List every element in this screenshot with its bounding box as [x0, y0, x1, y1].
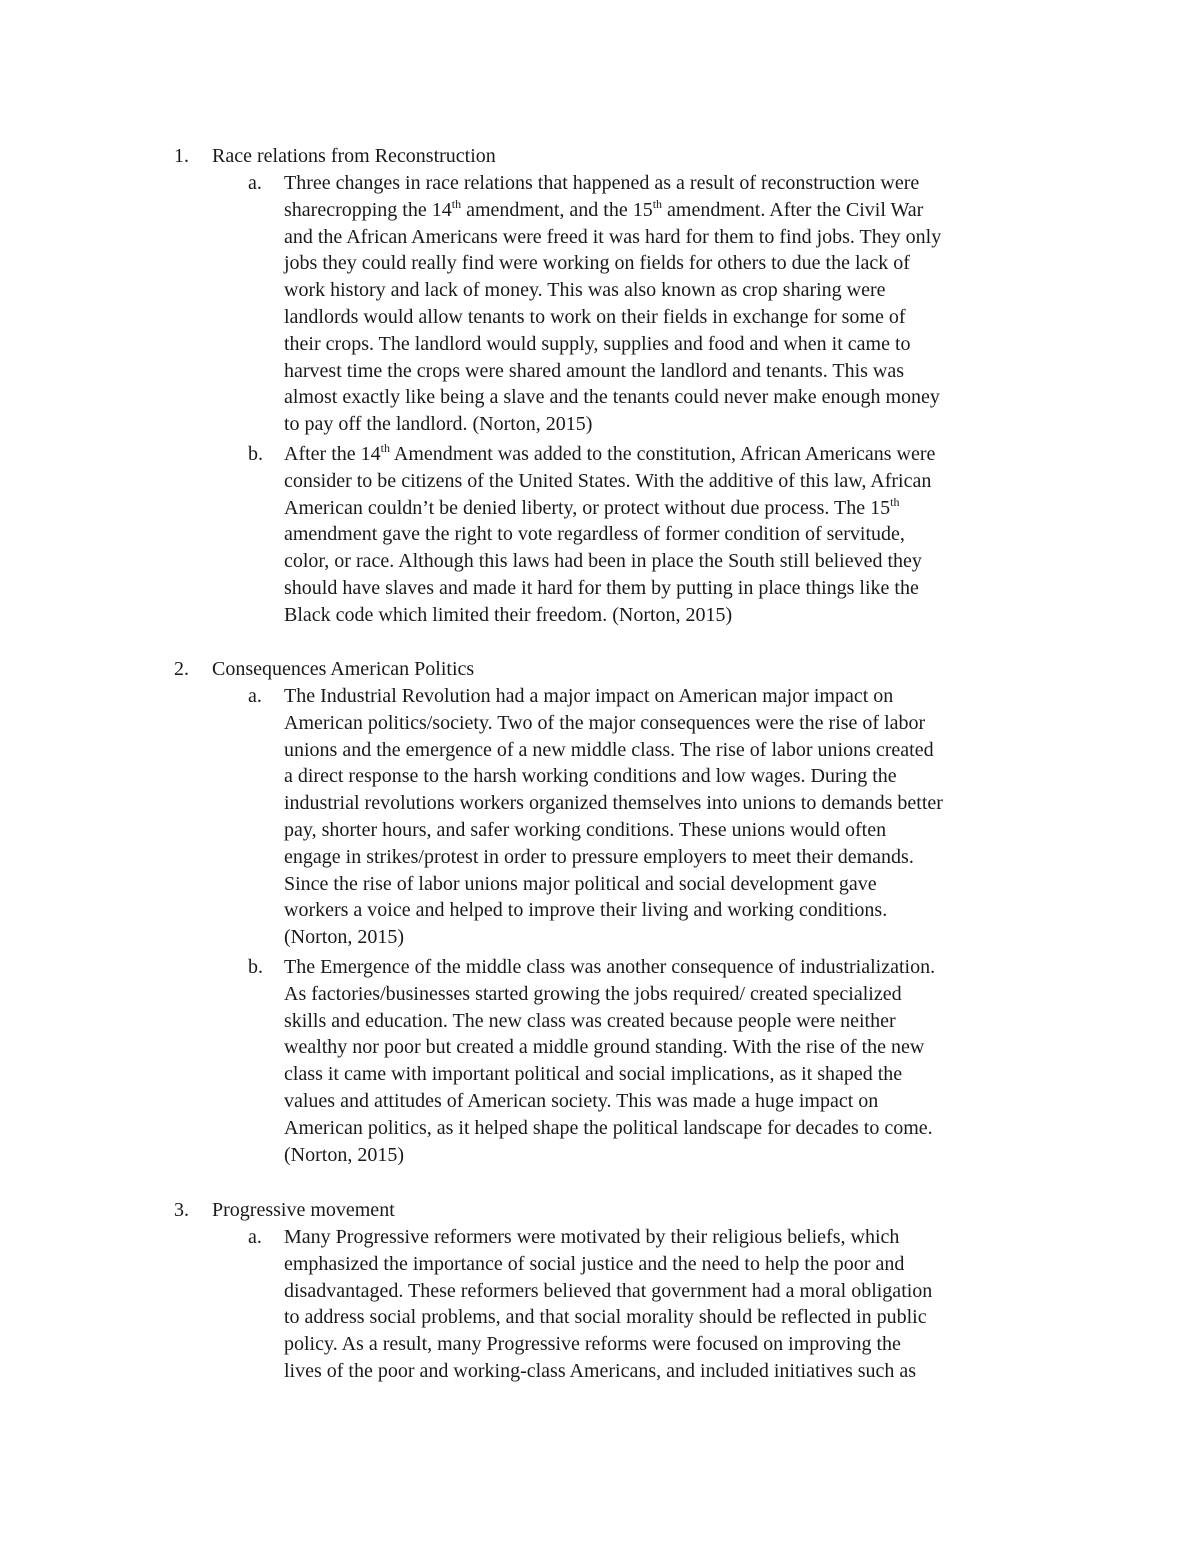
text-line: work history and lack of money. This was also known as crop sharing were	[284, 279, 886, 302]
text-line: lives of the poor and working-class Americans, and included initiatives such as	[284, 1359, 917, 1382]
text-line: As factories/businesses started growing the jobs required/ created specialized	[284, 982, 902, 1005]
section-heading	[174, 1197, 395, 1224]
list-marker: b.	[248, 443, 263, 465]
superscript: th	[451, 196, 462, 211]
section-number: 1.	[174, 145, 189, 167]
text-line: workers a voice and helped to improve their living and working conditions.	[284, 899, 888, 922]
text-line: should have slaves and made it hard for them by putting in place things like the	[284, 576, 919, 599]
text-line: color, or race. Although this laws had been in place the South still believed they	[284, 550, 922, 573]
text-line: a direct response to the harsh working conditions and low wages. During the	[284, 765, 897, 788]
paragraph	[284, 170, 1074, 438]
text-line: policy. As a result, many Progressive reforms were focused on improving the	[284, 1333, 901, 1356]
list-marker: b.	[248, 956, 263, 978]
text-line: their crops. The landlord would supply, supplies and food and when it came to	[284, 332, 911, 355]
text-line: harvest time the crops were shared amount the landlord and tenants. This was	[284, 359, 905, 382]
section-number: 2.	[174, 658, 189, 680]
text-line: American politics/society. Two of the major consequences were the rise of labor	[284, 711, 926, 734]
section-title: Race relations from Reconstruction	[212, 145, 496, 167]
text-line: (Norton, 2015)	[284, 1143, 404, 1166]
text-line: industrial revolutions workers organized themselves into unions to demands better	[284, 792, 943, 815]
text-line: consider to be citizens of the United States. With the additive of this law, African	[284, 469, 932, 492]
text-line: emphasized the importance of social justice and the need to help the poor and	[284, 1252, 905, 1275]
superscript: th	[890, 494, 900, 509]
text-line: American politics, as it helped shape the political landscape for decades to come.	[284, 1116, 933, 1139]
paragraph	[284, 683, 1074, 951]
text-line: disadvantaged. These reformers believed that government had a moral obligation	[284, 1279, 933, 1302]
list-marker: a.	[248, 1226, 262, 1248]
list-marker: a.	[248, 685, 262, 707]
text-line: pay, shorter hours, and safer working conditions. These unions would often	[284, 818, 887, 841]
text-line: engage in strikes/protest in order to pressure employers to meet their demands.	[284, 845, 914, 868]
paragraph	[284, 954, 1074, 1168]
superscript: th	[652, 196, 663, 211]
text-line: wealthy nor poor but created a middle ground standing. With the rise of the new	[284, 1036, 925, 1059]
text-line: amendment gave the right to vote regardless of former condition of servitude,	[284, 523, 905, 546]
section-number: 3.	[174, 1199, 189, 1221]
text-line: landlords would allow tenants to work on their fields in exchange for some of	[284, 305, 906, 328]
section-title: Progressive movement	[212, 1199, 395, 1221]
section-heading	[174, 656, 474, 683]
text-line: sharecropping the 14th amendment, and the 15th amendment. After the Civil War	[284, 196, 924, 221]
text-line: Three changes in race relations that happened as a result of reconstruction were	[284, 172, 920, 194]
list-marker: a.	[248, 172, 262, 194]
text-line: jobs they could really find were working on fields for others to due the lack of	[284, 252, 910, 275]
text-line: Black code which limited their freedom. (Norton, 2015)	[284, 603, 733, 626]
text-line: American couldn’t be denied liberty, or protect without due process. The 15th	[284, 494, 900, 519]
text-line: The Emergence of the middle class was another consequence of industrialization.	[284, 956, 936, 978]
section-heading	[174, 143, 496, 170]
text-line: to pay off the landlord. (Norton, 2015)	[284, 413, 593, 436]
text-line: almost exactly like being a slave and the tenants could never make enough money	[284, 386, 940, 409]
text-line: After the 14th Amendment was added to the constitution, African Americans were	[284, 441, 936, 465]
section-title: Consequences American Politics	[212, 658, 475, 680]
text-line: Since the rise of labor unions major political and social development gave	[284, 872, 877, 895]
text-line: unions and the emergence of a new middle class. The rise of labor unions created	[284, 738, 934, 761]
paragraph	[284, 1224, 1074, 1385]
paragraph	[284, 441, 1074, 629]
text-line: class it came with important political and social implications, as it shaped the	[284, 1063, 903, 1086]
text-line: and the African Americans were freed it was hard for them to find jobs. They only	[284, 225, 942, 248]
text-line: skills and education. The new class was created because people were neither	[284, 1009, 896, 1032]
text-line: values and attitudes of American society. This was made a huge impact on	[284, 1089, 879, 1112]
text-line: The Industrial Revolution had a major impact on American major impact on	[284, 685, 894, 707]
text-line: Many Progressive reformers were motivated by their religious beliefs, which	[284, 1226, 900, 1248]
text-line: (Norton, 2015)	[284, 926, 404, 949]
superscript: th	[380, 441, 390, 455]
text-line: to address social problems, and that social morality should be reflected in public	[284, 1306, 927, 1329]
